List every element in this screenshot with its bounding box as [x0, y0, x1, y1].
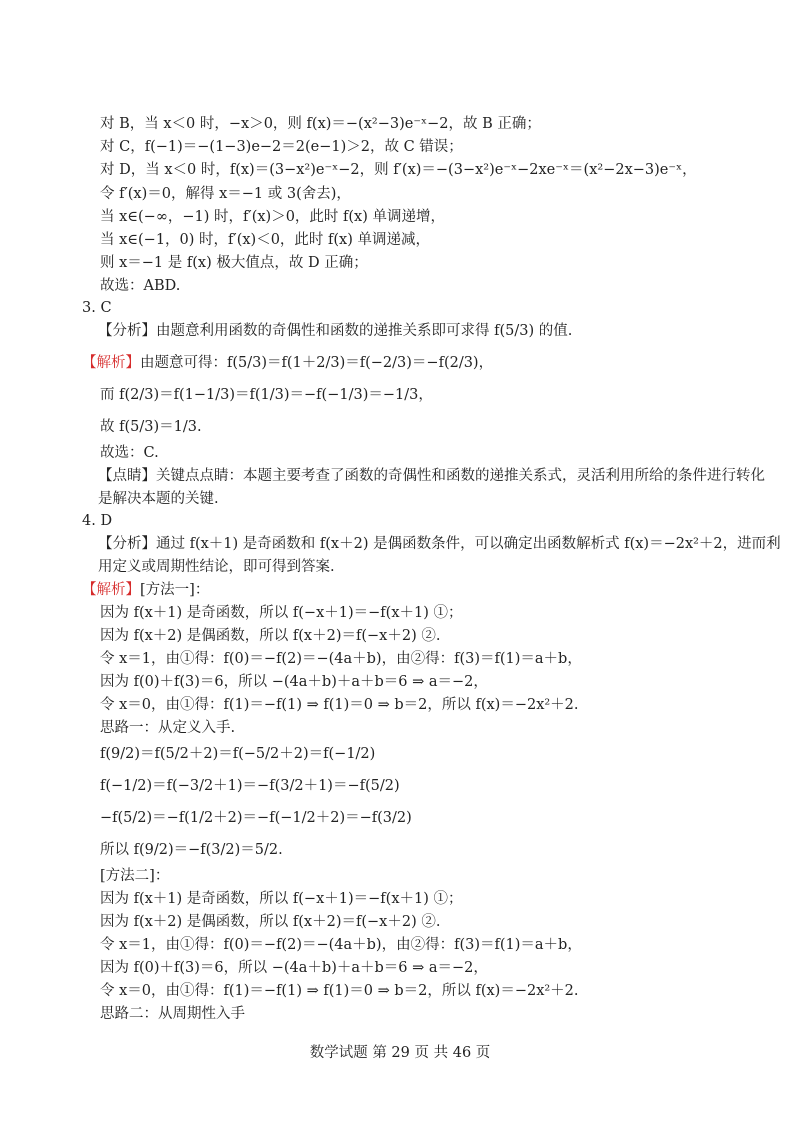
text-line: 令 x＝0，由①得：f(1)＝−f(1) ⇒ f(1)＝0 ⇒ b＝2，所以 f(x)＝−2x²＋2.: [100, 697, 579, 713]
question-number: 3. C: [82, 300, 112, 316]
formula-line: −f(5/2)＝−f(1/2＋2)＝−f(−1/2＋2)＝−f(3/2): [100, 810, 412, 826]
comment-tag: 【点睛】: [98, 468, 156, 484]
text-line: 因为 f(x＋2) 是偶函数，所以 f(x＋2)＝f(−x＋2) ②.: [100, 628, 441, 644]
text-line: 而 f(2/3)＝f(1−1/3)＝f(1/3)＝−f(−1/3)＝−1/3，: [100, 387, 433, 403]
text-line: 故选：C.: [100, 445, 159, 461]
formula-line: f(9/2)＝f(5/2＋2)＝f(−5/2＋2)＝f(−1/2): [100, 746, 376, 762]
analysis-line: [98, 534, 781, 554]
text-line: 则 x＝−1 是 f(x) 极大值点，故 D 正确；: [100, 255, 368, 271]
analysis-tag: 【分析】: [98, 536, 156, 552]
text-line: 令 f′(x)＝0，解得 x＝−1 或 3(舍去)，: [100, 186, 351, 202]
text-line: [方法二]：: [100, 868, 170, 884]
text-line: 因为 f(x＋1) 是奇函数，所以 f(−x＋1)＝−f(x＋1) ①；: [100, 605, 463, 621]
text-line: 令 x＝0，由①得：f(1)＝−f(1) ⇒ f(1)＝0 ⇒ b＝2，所以 f(x)＝−2x²＋2.: [100, 983, 579, 999]
text-line: 令 x＝1，由①得：f(0)＝−f(2)＝−(4a＋b)，由②得：f(3)＝f(1)＝a＋b，: [100, 937, 582, 953]
formula-line: f(−1/2)＝f(−3/2＋1)＝−f(3/2＋1)＝−f(5/2): [100, 778, 400, 794]
analysis-tag: 【分析】: [98, 323, 156, 339]
text-line: 思路二：从周期性入手: [100, 1006, 245, 1022]
text-line: 当 x∈(−1，0) 时，f′(x)＜0，此时 f(x) 单调递减，: [100, 232, 430, 248]
solution-tag: 【解析】: [82, 355, 140, 371]
text-line: 思路一：从定义入手.: [100, 720, 236, 736]
text-line: 对 D，当 x＜0 时，f(x)＝(3−x²)e⁻ˣ−2，则 f′(x)＝−(3−x²)e⁻ˣ−2xe⁻ˣ＝(x²−2x−3)e⁻ˣ，: [100, 162, 697, 178]
text-line: 用定义或周期性结论，即可得到答案.: [98, 559, 335, 575]
solution-line: [82, 353, 493, 373]
text-line: 因为 f(0)＋f(3)＝6，所以 −(4a＋b)＋a＋b＝6 ⇒ a＝−2，: [100, 674, 488, 690]
analysis-line: [98, 321, 572, 341]
text-line: 令 x＝1，由①得：f(0)＝−f(2)＝−(4a＋b)，由②得：f(3)＝f(1)＝a＋b，: [100, 651, 582, 667]
text-line: 是解决本题的关键.: [98, 491, 219, 507]
comment-text: 关键点点睛：本题主要考查了函数的奇偶性和函数的递推关系式，灵活利用所给的条件进行转化: [156, 468, 765, 484]
text-line: 对 C，f(−1)＝−(1−3)e−2＝2(e−1)＞2，故 C 错误；: [100, 139, 463, 155]
solution-text: 由题意可得：f(5/3)＝f(1＋2/3)＝f(−2/3)＝−f(2/3)，: [140, 355, 494, 371]
text-line: 对 B，当 x＜0 时，−x＞0，则 f(x)＝−(x²−3)e⁻ˣ−2，故 B 正确；: [100, 116, 541, 132]
solution-text: [方法一]：: [140, 582, 210, 598]
analysis-text: 通过 f(x＋1) 是奇函数和 f(x＋2) 是偶函数条件，可以确定出函数解析式 f(x)＝−2x²＋2，进而利: [156, 536, 781, 552]
text-line: 因为 f(x＋1) 是奇函数，所以 f(−x＋1)＝−f(x＋1) ①；: [100, 891, 463, 907]
analysis-text: 由题意利用函数的奇偶性和函数的递推关系即可求得 f(5/3) 的值.: [156, 323, 573, 339]
comment-line: [98, 466, 765, 486]
page-footer: 数学试题 第 29 页 共 46 页: [309, 1045, 491, 1061]
text-line: 故 f(5/3)＝1/3.: [100, 419, 202, 435]
text-line: 因为 f(0)＋f(3)＝6，所以 −(4a＋b)＋a＋b＝6 ⇒ a＝−2，: [100, 960, 488, 976]
question-number: 4. D: [82, 513, 113, 529]
solution-tag: 【解析】: [82, 582, 140, 598]
text-line: 当 x∈(−∞，−1) 时，f′(x)＞0，此时 f(x) 单调递增，: [100, 209, 445, 225]
formula-line: 所以 f(9/2)＝−f(3/2)＝5/2.: [100, 842, 283, 858]
solution-line: [82, 580, 209, 600]
text-line: 因为 f(x＋2) 是偶函数，所以 f(x＋2)＝f(−x＋2) ②.: [100, 914, 441, 930]
text-line: 故选：ABD.: [100, 278, 181, 294]
